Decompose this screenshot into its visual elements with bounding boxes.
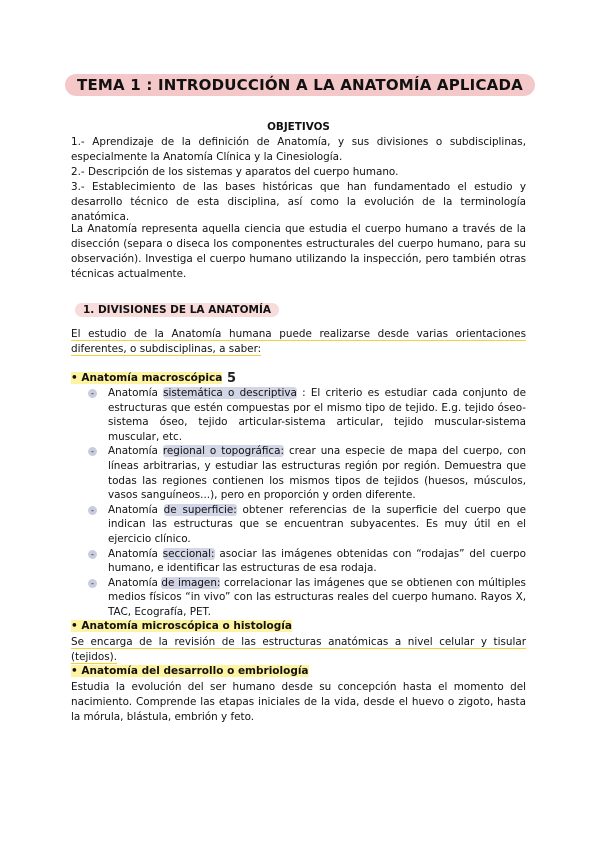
objetivos-list — [71, 135, 526, 225]
section-intro — [71, 327, 526, 357]
bullet-dash-icon: - — [88, 550, 97, 559]
micro-text-body: Se encarga de la revisión de las estructuras anatómicas a nivel celular y tisular (tejidos). — [71, 636, 526, 663]
objetivos-heading: OBJETIVOS — [267, 121, 330, 133]
section-heading-divisiones: 1. DIVISIONES DE LA ANATOMÍA — [75, 303, 279, 317]
list-item — [86, 503, 526, 547]
item-text: correlacionar las imágenes que se obtienen con múltiples medios físicos “in vivo” con las estructuras reales del cuerpo humano. Rayos X, TAC, Ecografía, PET. — [108, 576, 526, 618]
list-item — [86, 547, 526, 576]
item-text: asociar las imágenes obtenidas con “rodajas” del cuerpo humano, e identificar las estructuras de esa rodaja. — [108, 547, 526, 575]
list-item — [86, 386, 526, 444]
objetivo-item: 1.- Aprendizaje de la definición de Anatomía, y sus divisiones o subdisciplinas, especialmente la Anatomía Clínica y la Cinesiología. — [71, 136, 526, 163]
page-title: TEMA 1 : INTRODUCCIÓN A LA ANATOMÍA APLICADA — [65, 74, 535, 96]
micro-text — [71, 635, 526, 665]
macro-title: • Anatomía macroscópica — [71, 372, 223, 384]
intro-paragraph: La Anatomía representa aquella ciencia que estudia el cuerpo humano a través de la disección (separa o diseca los componentes estructurales del cuerpo humano, para su observación). Investiga el cuerpo humano utilizando la inspección, pero también otras técnicas actualmente. — [71, 223, 526, 280]
item-prefix: Anatomía — [108, 547, 158, 560]
item-label: sistemática o descriptiva — [163, 387, 297, 399]
item-text: obtener referencias de la superficie del cuerpo que indican las estructuras que se encuentran subyacentes. Es muy útil en el ejercicio clínico. — [108, 503, 526, 545]
item-prefix: Anatomía — [108, 503, 158, 516]
item-label: de superficie: — [163, 503, 237, 516]
list-item — [86, 444, 526, 502]
title-wrap — [0, 74, 600, 96]
item-label: seccional: — [162, 547, 215, 560]
desarrollo-text: Estudia la evolución del ser humano desde su concepción hasta el momento del nacimiento. Comprende las etapas iniciales de la vida, desde el huevo o zigoto, hasta la mórula, blástula, embrión y feto. — [71, 681, 526, 723]
bullet-dash-icon: - — [88, 447, 97, 456]
macro-title-line — [71, 371, 526, 386]
objetivo-item: 2.- Descripción de los sistemas y aparatos del cuerpo humano. — [71, 166, 399, 178]
item-label: regional o topográfica: — [162, 445, 284, 458]
bullet-dash-icon: - — [88, 389, 97, 398]
item-prefix: Anatomía — [108, 576, 158, 589]
item-prefix: Anatomía — [108, 387, 158, 399]
macro-list — [86, 386, 526, 620]
handwritten-annotation: 5 — [227, 371, 237, 386]
objetivo-item: 3.- Establecimiento de las bases históricas que han fundamentado el estudio y desarrollo técnico de esta disciplina, así como la evolución de la terminología anatómica. — [71, 181, 526, 223]
desarrollo-title: • Anatomía del desarrollo o embriología — [71, 665, 309, 677]
section-intro-text: El estudio de la Anatomía humana puede realizarse desde varias orientaciones diferentes, o subdisciplinas, a saber: — [71, 328, 526, 355]
micro-title: • Anatomía microscópica o histología — [71, 620, 292, 632]
item-prefix: Anatomía — [108, 445, 158, 458]
bullet-dash-icon: - — [88, 579, 97, 588]
list-item — [86, 576, 526, 620]
item-text: : El criterio es estudiar cada conjunto de estructuras que estén compuestas por el mismo tipo de tejido. E.g. tejido óseo-sistema óseo, tejido articular-sistema articular, tejido muscular-sistema muscular, etc. — [108, 387, 526, 443]
desarrollo-title-line — [71, 664, 526, 679]
item-text: crear una especie de mapa del cuerpo, con líneas arbitrarias, y estudiar las estructuras región por región. Demuestra que todas las regiones contienen los mismos tipos de tejidos (huesos, músculos, vasos sanguíneos...), pero en proporción y orden diferente. — [108, 445, 526, 502]
item-label: de imagen: — [161, 576, 221, 589]
bullet-dash-icon: - — [88, 506, 97, 515]
micro-title-line — [71, 619, 526, 634]
